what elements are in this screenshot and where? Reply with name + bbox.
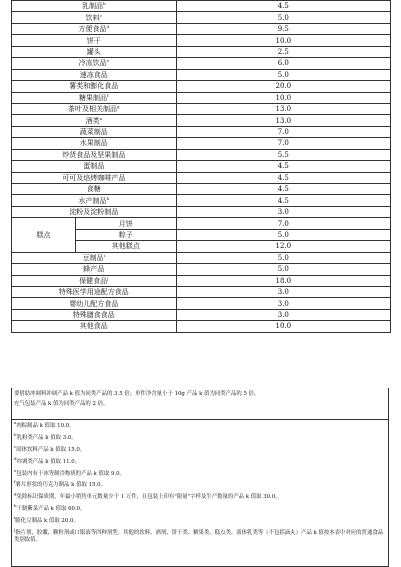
table-row xyxy=(12,81,391,92)
footnote-marker: h xyxy=(106,195,110,201)
category-name: 饮料 xyxy=(85,13,100,22)
category-cell xyxy=(12,172,177,183)
table-row xyxy=(12,321,391,332)
table-row xyxy=(12,206,391,217)
k-value-cell: 12.0 xyxy=(176,241,390,252)
category-name: 特殊膳食食品 xyxy=(72,311,115,320)
footnote xyxy=(14,467,388,478)
k-value-cell: 5.0 xyxy=(176,229,390,240)
k-value-cell: 18.0 xyxy=(176,275,390,286)
table-row xyxy=(12,23,391,34)
footnote-marker: j xyxy=(107,275,109,281)
category-name: 水果制品 xyxy=(79,139,108,148)
table-row xyxy=(12,184,391,195)
table-row xyxy=(12,252,391,263)
category-cell xyxy=(12,161,177,172)
category-name: 速冻食品 xyxy=(79,70,108,79)
footnote-marker: i xyxy=(103,252,105,258)
footnote-text: 干制紫菜产品 k 值取 60.0。 xyxy=(16,506,86,513)
k-value-cell: 4.5 xyxy=(176,161,390,172)
k-value-cell: 13.0 xyxy=(176,103,390,114)
footnote-text: 免除标识保质期，年最小销售单元数量少于 1 万件，且包装上印有"限量"字样及生产数量的产品 k 值取 30.0。 xyxy=(16,494,281,501)
table-row xyxy=(12,195,391,206)
table-row xyxy=(12,58,391,69)
k-value-cell: 20.0 xyxy=(176,81,390,92)
table-row xyxy=(12,115,391,126)
category-name: 豆制品 xyxy=(82,253,104,262)
category-name: 饼干 xyxy=(86,36,101,45)
category-cell xyxy=(12,298,177,309)
category-name: 糖果制品 xyxy=(79,93,108,102)
k-value-cell: 10.0 xyxy=(176,92,390,103)
k-value-cell: 4.5 xyxy=(176,184,390,195)
k-value-cell: 4.5 xyxy=(176,1,390,12)
footnote-text: 乳粉类产品 k 值取 3.0。 xyxy=(16,434,77,441)
footnote-marker: a xyxy=(14,420,17,425)
category-cell xyxy=(12,92,177,103)
footnote-marker: c xyxy=(14,443,17,449)
category-name: 冷冻饮品 xyxy=(78,59,107,68)
table-row xyxy=(12,46,391,57)
category-cell xyxy=(12,275,177,286)
k-value-cell: 7.0 xyxy=(176,126,390,137)
footnote xyxy=(14,527,388,544)
category-cell xyxy=(12,264,177,275)
category-cell xyxy=(12,138,177,149)
category-cell xyxy=(12,309,177,320)
k-value-cell: 13.0 xyxy=(176,115,390,126)
k-value-table xyxy=(11,0,391,333)
category-cell xyxy=(12,184,177,195)
category-name: 罐头 xyxy=(86,47,101,56)
table-row xyxy=(12,309,391,320)
footnote-text: 肉粽制品 k 值取 10.0。 xyxy=(16,423,75,429)
table-row xyxy=(12,103,391,114)
category-name: 婴幼儿配方食品 xyxy=(69,299,119,308)
k-value-cell: 3.0 xyxy=(176,286,390,297)
table-row xyxy=(12,286,391,297)
category-name: 蔬菜制品 xyxy=(79,128,108,137)
footnote-text: 薯片形状的巧克力制品 k 值取 15.0。 xyxy=(15,482,106,489)
category-name: 特殊医学用途配方食品 xyxy=(58,288,129,297)
category-name: 方便食品 xyxy=(78,25,107,34)
table-row xyxy=(12,12,391,23)
note-line-1: 要借助冲调料冲调产品 k 值为同类产品的 3.5 倍；单件净含量小于 10g 产品 k 值为同类产品的 5 倍。 xyxy=(14,391,260,397)
footnote-marker: d xyxy=(14,455,17,461)
k-value-cell: 6.0 xyxy=(176,58,390,69)
footnote-marker: h xyxy=(14,503,17,509)
category-name: 炒货食品及坚果制品 xyxy=(62,150,126,159)
footnote-text: 固体饮料产品 k 值取 15.0。 xyxy=(16,446,86,453)
category-cell xyxy=(12,81,177,92)
table-row xyxy=(12,161,391,172)
category-cell xyxy=(12,1,177,12)
category-cell xyxy=(12,149,177,160)
k-value-cell: 4.5 xyxy=(176,172,390,183)
footnote-marker: a xyxy=(99,115,102,121)
k-value-cell: 3.0 xyxy=(176,298,390,309)
table-row xyxy=(12,138,391,149)
category-name: 保健食品 xyxy=(79,276,108,285)
category-cell xyxy=(12,69,177,80)
category-name: 蜂产品 xyxy=(83,265,105,274)
table-row xyxy=(12,172,391,183)
table-row xyxy=(12,218,391,229)
footnotes xyxy=(11,420,389,567)
footnote-text: 指片剂、胶囊、颗粒剂或口服液等四种剂型，其他的饮料、酒剂、饼干类、糖果类、糕点类、液体乳类等（不包括滴丸）产品 k 值按本表中对应的普通食品类别取值。 xyxy=(14,530,384,544)
table-row xyxy=(12,275,391,286)
footnote-marker: b xyxy=(103,1,106,7)
table-row xyxy=(12,69,391,80)
footnote-marker: b xyxy=(14,431,17,437)
category-name: 其他食品 xyxy=(79,322,108,331)
footnote-text: 膨化豆制品 k 值取 20.0。 xyxy=(15,518,79,525)
k-value-cell: 10.0 xyxy=(176,321,390,332)
footnote-marker: g xyxy=(117,104,120,110)
footnote-marker: f xyxy=(14,479,16,485)
footnote-marker: d xyxy=(106,24,110,30)
footnote-marker: c xyxy=(99,12,102,18)
k-value-cell: 10.0 xyxy=(176,35,390,46)
category-name: 蛋制品 xyxy=(83,162,105,171)
footnote xyxy=(14,515,388,525)
category-cell xyxy=(12,321,177,332)
k-value-cell: 9.5 xyxy=(176,23,390,34)
k-value-cell: 5.0 xyxy=(176,12,390,23)
footnote xyxy=(14,491,388,501)
category-name: 酒类 xyxy=(85,116,100,125)
category-cell xyxy=(12,35,177,46)
k-value-cell: 4.5 xyxy=(176,195,390,206)
table-row xyxy=(12,264,391,275)
category-cell xyxy=(12,195,177,206)
footnote-marker: e xyxy=(14,467,17,473)
pastry-group-cell: 糕点 xyxy=(12,218,76,252)
footnote xyxy=(14,455,388,466)
k-value-cell: 3.0 xyxy=(176,309,390,320)
note-line-2: 充气包装产品 k 值为同类产品的 2 倍。 xyxy=(14,401,109,407)
category-name: 淀粉及淀粉制品 xyxy=(69,208,119,217)
footnote-marker: j xyxy=(14,527,16,533)
category-cell xyxy=(12,12,177,23)
table-row xyxy=(12,35,391,46)
footnote-marker: g xyxy=(14,491,17,497)
category-name: 乳制品 xyxy=(82,2,103,11)
category-cell xyxy=(12,23,177,34)
footnote-marker: e xyxy=(106,58,109,64)
footnote xyxy=(14,479,388,489)
k-value-cell: 5.5 xyxy=(176,149,390,160)
category-cell xyxy=(12,46,177,57)
category-cell xyxy=(12,126,177,137)
category-cell xyxy=(12,58,177,69)
table-note xyxy=(11,388,389,420)
table-row xyxy=(12,298,391,309)
footnote-marker: f xyxy=(107,92,109,98)
k-value-cell: 2.5 xyxy=(176,46,390,57)
table-row xyxy=(12,149,391,160)
table-row xyxy=(12,1,391,12)
subcategory-cell: 粽子 xyxy=(76,229,177,240)
table-row xyxy=(12,92,391,103)
category-name: 水产制品 xyxy=(78,196,107,205)
category-name: 薯类和膨化食品 xyxy=(69,82,119,91)
subcategory-cell: 其他糕点 xyxy=(76,241,177,252)
category-cell xyxy=(12,115,177,126)
footnote-text: 冲调类产品 k 值取 11.0。 xyxy=(16,458,81,465)
footnote-marker: i xyxy=(14,515,16,521)
category-cell xyxy=(12,286,177,297)
footnote-text: 包装内有干冰等制冷物质的产品 k 值取 9.0。 xyxy=(16,470,125,477)
footnote xyxy=(14,503,388,513)
category-cell xyxy=(12,206,177,217)
footnote xyxy=(14,443,388,454)
category-name: 可可及焙烤咖啡产品 xyxy=(62,173,126,182)
table-row xyxy=(12,126,391,137)
k-value-cell: 5.0 xyxy=(176,252,390,263)
category-name: 茶叶及相关制品 xyxy=(68,105,117,114)
category-cell xyxy=(12,103,177,114)
category-cell xyxy=(12,252,177,263)
k-value-cell: 5.0 xyxy=(176,264,390,275)
subcategory-cell: 月饼 xyxy=(76,218,177,229)
k-value-cell: 7.0 xyxy=(176,218,390,229)
k-value-cell: 3.0 xyxy=(176,206,390,217)
k-value-cell: 5.0 xyxy=(176,69,390,80)
footnote xyxy=(14,431,388,442)
category-name: 食糖 xyxy=(86,185,101,194)
k-value-cell: 7.0 xyxy=(176,138,390,149)
footnote xyxy=(14,420,388,430)
